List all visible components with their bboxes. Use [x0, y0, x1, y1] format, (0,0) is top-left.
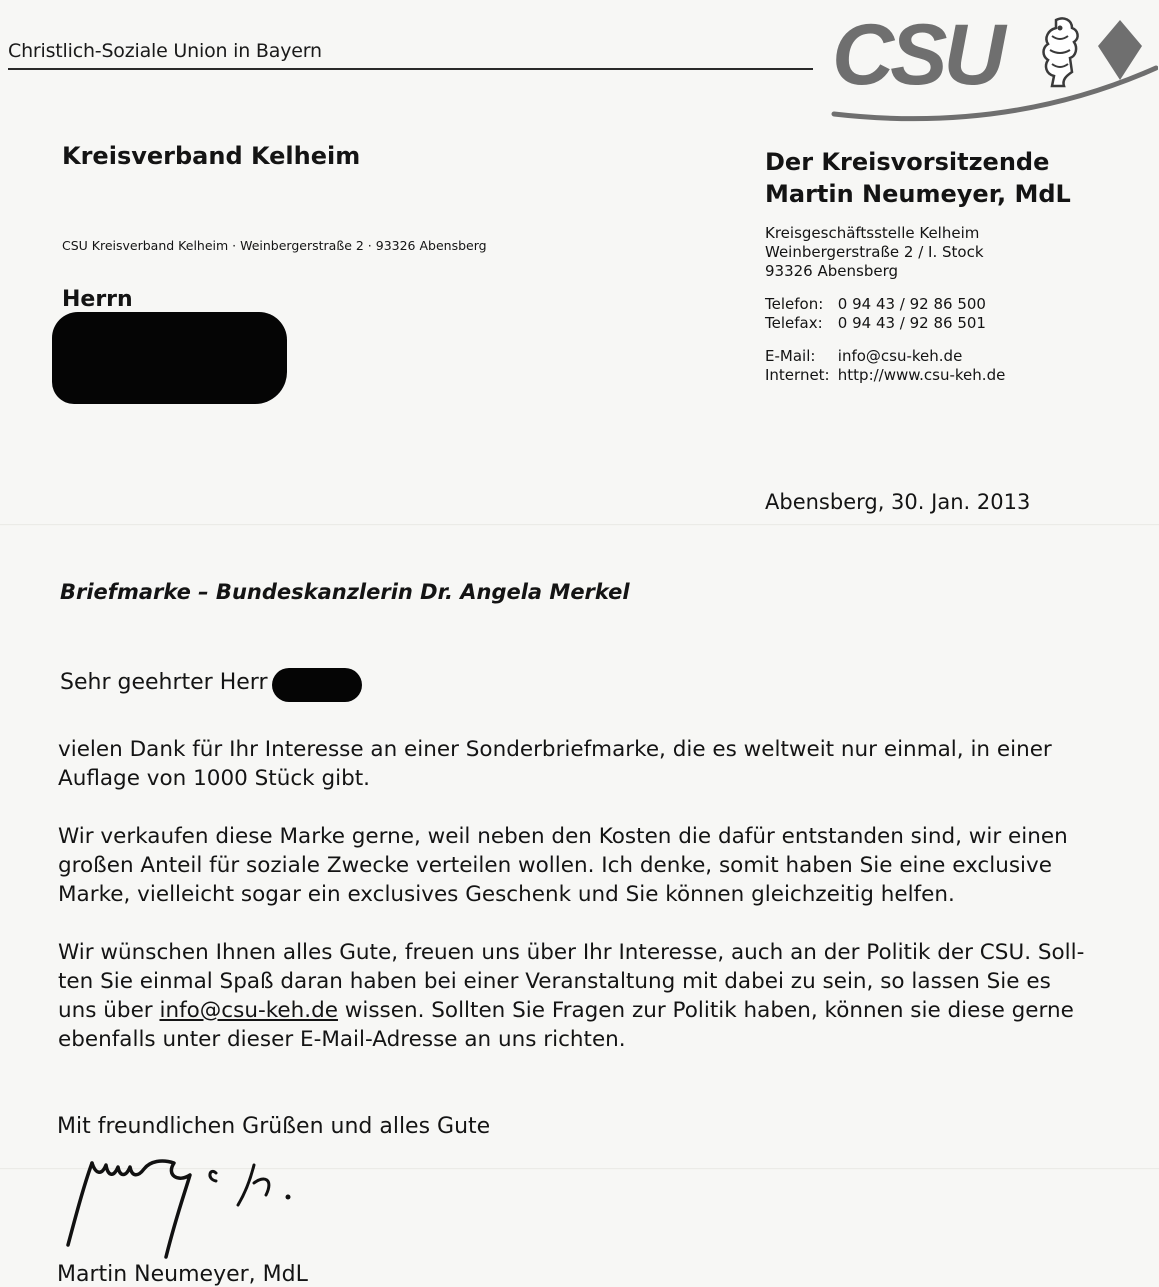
sender-name: Martin Neumeyer, MdL [765, 180, 1071, 208]
body-line: Auflage von 1000 Stück gibt. [58, 766, 370, 791]
email-link[interactable]: info@csu-keh.de [159, 998, 338, 1023]
signer-name: Martin Neumeyer, MdL [57, 1262, 308, 1287]
greeting: Sehr geehrter Herr [60, 670, 268, 695]
internet-label: Internet: [765, 366, 830, 384]
office-address-line: 93326 Abensberg [765, 262, 898, 280]
body-line-with-email [58, 996, 1118, 1025]
logo-text: CSU [832, 7, 1002, 103]
body-line: Wir wünschen Ihnen alles Gute, freuen uns über Ihr Interesse, auch an der Politik der CSU. Soll- [58, 940, 1085, 965]
body-text: wissen. Sollten Sie Fragen zur Politik haben, können sie diese gerne [337, 998, 1074, 1023]
office-contact-block [765, 224, 1005, 385]
email-row [765, 347, 1005, 366]
diamond-icon [1098, 20, 1142, 80]
phone-label: Telefon: [765, 295, 824, 313]
bavarian-lion-icon [1044, 18, 1078, 86]
fax-label: Telefax: [765, 314, 823, 332]
sender-block [765, 146, 1071, 210]
redacted-recipient-address [52, 312, 287, 404]
office-address-line: Kreisgeschäftsstelle Kelheim [765, 224, 980, 242]
body-line: Marke, vielleicht sogar ein exclusives Geschenk und Sie können gleichzeitig helfen. [58, 882, 955, 907]
body-paragraph-2 [58, 822, 1118, 909]
internet-row [765, 366, 1005, 385]
body-line: großen Anteil für soziale Zwecke verteilen wollen. Ich denke, somit haben Sie eine exclusive [58, 853, 1052, 878]
redacted-recipient-name [272, 668, 362, 702]
body-line: ebenfalls unter dieser E-Mail-Adresse an uns richten. [58, 1027, 626, 1052]
return-address: CSU Kreisverband Kelheim · Weinbergerstraße 2 · 93326 Abensberg [62, 238, 487, 253]
handwritten-signature [66, 1145, 346, 1265]
internet-value: http://www.csu-keh.de [837, 366, 1006, 384]
phone-row [765, 295, 1005, 314]
sender-organization: Kreisverband Kelheim [62, 142, 361, 170]
recipient-salutation: Herrn [62, 287, 133, 312]
phone-value: 0 94 43 / 92 86 500 [837, 295, 986, 313]
body-paragraph-1 [58, 735, 1118, 793]
letter-date: Abensberg, 30. Jan. 2013 [765, 490, 1031, 514]
email-value: info@csu-keh.de [837, 347, 963, 365]
body-line: Wir verkaufen diese Marke gerne, weil neben den Kosten die dafür entstanden sind, wir einen [58, 824, 1068, 849]
office-address-line: Weinbergerstraße 2 / I. Stock [765, 243, 984, 261]
sender-role: Der Kreisvorsitzende [765, 148, 1050, 176]
paper-fold-line [0, 524, 1159, 526]
letter-subject: Briefmarke – Bundeskanzlerin Dr. Angela Merkel [60, 580, 630, 604]
fax-value: 0 94 43 / 92 86 501 [837, 314, 986, 332]
body-line: ten Sie einmal Spaß daran haben bei einer Veranstaltung mit dabei zu sein, so lassen Sie es [58, 969, 1051, 994]
csu-logo [828, 6, 1158, 134]
email-label: E-Mail: [765, 347, 816, 365]
body-paragraph-3 [58, 938, 1118, 1054]
party-name: Christlich-Soziale Union in Bayern [8, 40, 322, 62]
fax-row [765, 314, 1005, 333]
letterhead-rule [8, 68, 813, 70]
body-text: uns über [58, 998, 160, 1023]
body-line: vielen Dank für Ihr Interesse an einer Sonderbriefmarke, die es weltweit nur einmal, in einer [58, 737, 1052, 762]
closing-phrase: Mit freundlichen Grüßen und alles Gute [57, 1114, 491, 1139]
